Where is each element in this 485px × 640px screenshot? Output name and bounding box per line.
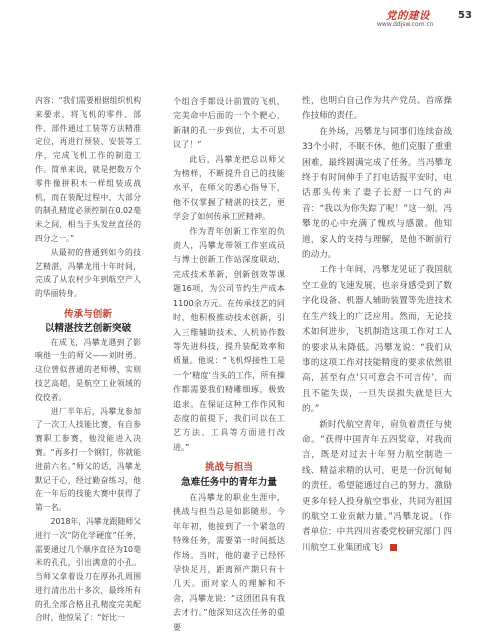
paragraph: 在成飞，冯攀龙遇到了影响他一生的师父——刘时勇。这位曾似普通的老师傅，实则技艺高超，是航空工业领域的佼佼者。 [35,337,141,402]
column-3 [302,94,452,556]
website-url[interactable]: www.ddjsw.com.cn [377,21,434,28]
section-subtitle-tradition: 以精湛技艺创新突破 [44,322,132,334]
paragraph: 工作十年间，冯攀龙见证了我国航空工业的飞速发展，也亲身感受到了数字化设备、机器人辅助装置等先进技术在生产线上的广泛应用。然而，无论技术如何进步，飞机制造这项工作对工人的要求从未降低。冯攀龙说：“我们从事的这项工作对技能精度的要求依然很高，甚至有点‘只可意会不可言传’，而且不能失误，一旦失误损失就是巨大的。” [302,265,452,415]
paragraph-final-text: 新时代航空青年，肩负着责任与使命。“获得中国青年五四奖章，对我而言，既是对过去十年努力航空制造一线、精益求精的认可，更是一份沉甸甸的责任。希望能通过自己的努力，激励更多年轻人投身航空事业，共同为祖国的航空工业贡献力量。”冯攀龙说。（作者单位：中共四川省委党校研究部门 四川航空工业集团成飞） [302,419,452,553]
paragraph: 在外场，冯攀龙与同事们连续奋战33个小时，不眠不休，他们克服了重重困难，最终圆满完成了任务。当冯攀龙终于有时间伸手了打电话报平安时，电话那头传来了妻子长舒一口气的声音：“我以为你失踪了呢！”这一刻，冯攀龙的心中充满了愧疚与感激。他知道，家人的支持与理解，是他不断前行的动力。 [302,126,452,261]
paragraph: 进厂半年后，冯攀龙参加了一次工人技能比赛，有自参赛职工参赛，他没能进入决赛。“再多打一个钢钉，你就能进前六名。”师父的话，冯攀龙默记于心，经过勤奋练习，他在一年后的技能大赛中获得了第一名。 [35,406,141,513]
paragraph: 性，也明白自己作为共产党员、首席操作技师的责任。 [302,96,452,122]
section-title-tradition: 传承与创新 [64,308,112,320]
spacer [173,454,285,461]
paragraph: 此后，冯攀龙把总以师父为榜样，不断提升自己的技能水平，在师父的悉心指导下，他不仅掌握了精湛的技艺，更学会了如何传承工匠精神。 [173,153,285,222]
section-subtitle-challenge: 急难任务中的青年力量 [181,476,277,488]
column-2 [173,94,285,634]
page-header [0,0,485,40]
end-mark-icon [390,544,397,551]
paragraph: 从最初的普通到如今的技艺精湛，冯攀龙用十年时间，完成了从农村少年到航空产人的华丽转身。 [35,247,141,299]
paragraph: 作为青年创新工作室的负责人，冯攀龙带领工作室成员与博士创新工作站深度联动，完成技术革新，创新创效等课题16项，为公司节约生产成本1100余万元。在传承技艺的同时，他积极推动技术创新，引入三维辅助技术、人机协作数等先进科技，提升装配效率和质量。他说：“飞机焊接性工是一个‘精度’当头的工作，所有操作都需要我们精雕细琢，极致追求。在保证这种工作作风和态度的前提下，我们可以在工艺方法、工具等方面进行改进。” [173,225,285,452]
paragraph: 在冯攀龙的职业生涯中，挑战与担当总是如影随形。今年年初，他接到了一个紧急的特殊任务，需要第一时间抵达作场。当时，他的妻子已经怀孕快足月，距离预产期只有十几天。面对家人的理解和不舍，冯攀龙说：“这团团具有我去才行。”他深知这次任务的重要 [173,491,285,632]
paragraph-final [302,418,452,557]
paragraph: 内容：“我们需要根据组织机构来要求，将飞机的零件、部件、部件通过工装等方法精准定位，再进行预装、安装等工序，完成飞机工作的制造工作。简单来说，就是把数万个零件像拼积木一样组装成战机，而在装配过程中，大部分的制孔精度必须控制在0.02毫米之间，相当于头发丝直径的四分之一。” [35,96,141,243]
section-title-challenge: 挑战与担当 [205,462,253,474]
spacer [35,301,141,308]
column-1 [35,94,141,625]
page-number: 53 [458,10,472,21]
paragraph: 2018年，冯攀龙跟随师父进行一次“防化学硬度”任务，需要通过几个顺序直径为10毫米的孔孔，引出满意的小孔。当师父拿着设刀在厚孙孔周围进行清出出十多次，最终所有的孔全部合格且孔精度完美配合时，他惊呆了：“好比一 [35,516,141,623]
paragraph: 个组合手都设计前置的飞机，完美命中后面的一个个靶心，新制的孔一步到位，太不可思议了！” [173,96,285,150]
magazine-logo: 党的建设 [386,10,430,22]
